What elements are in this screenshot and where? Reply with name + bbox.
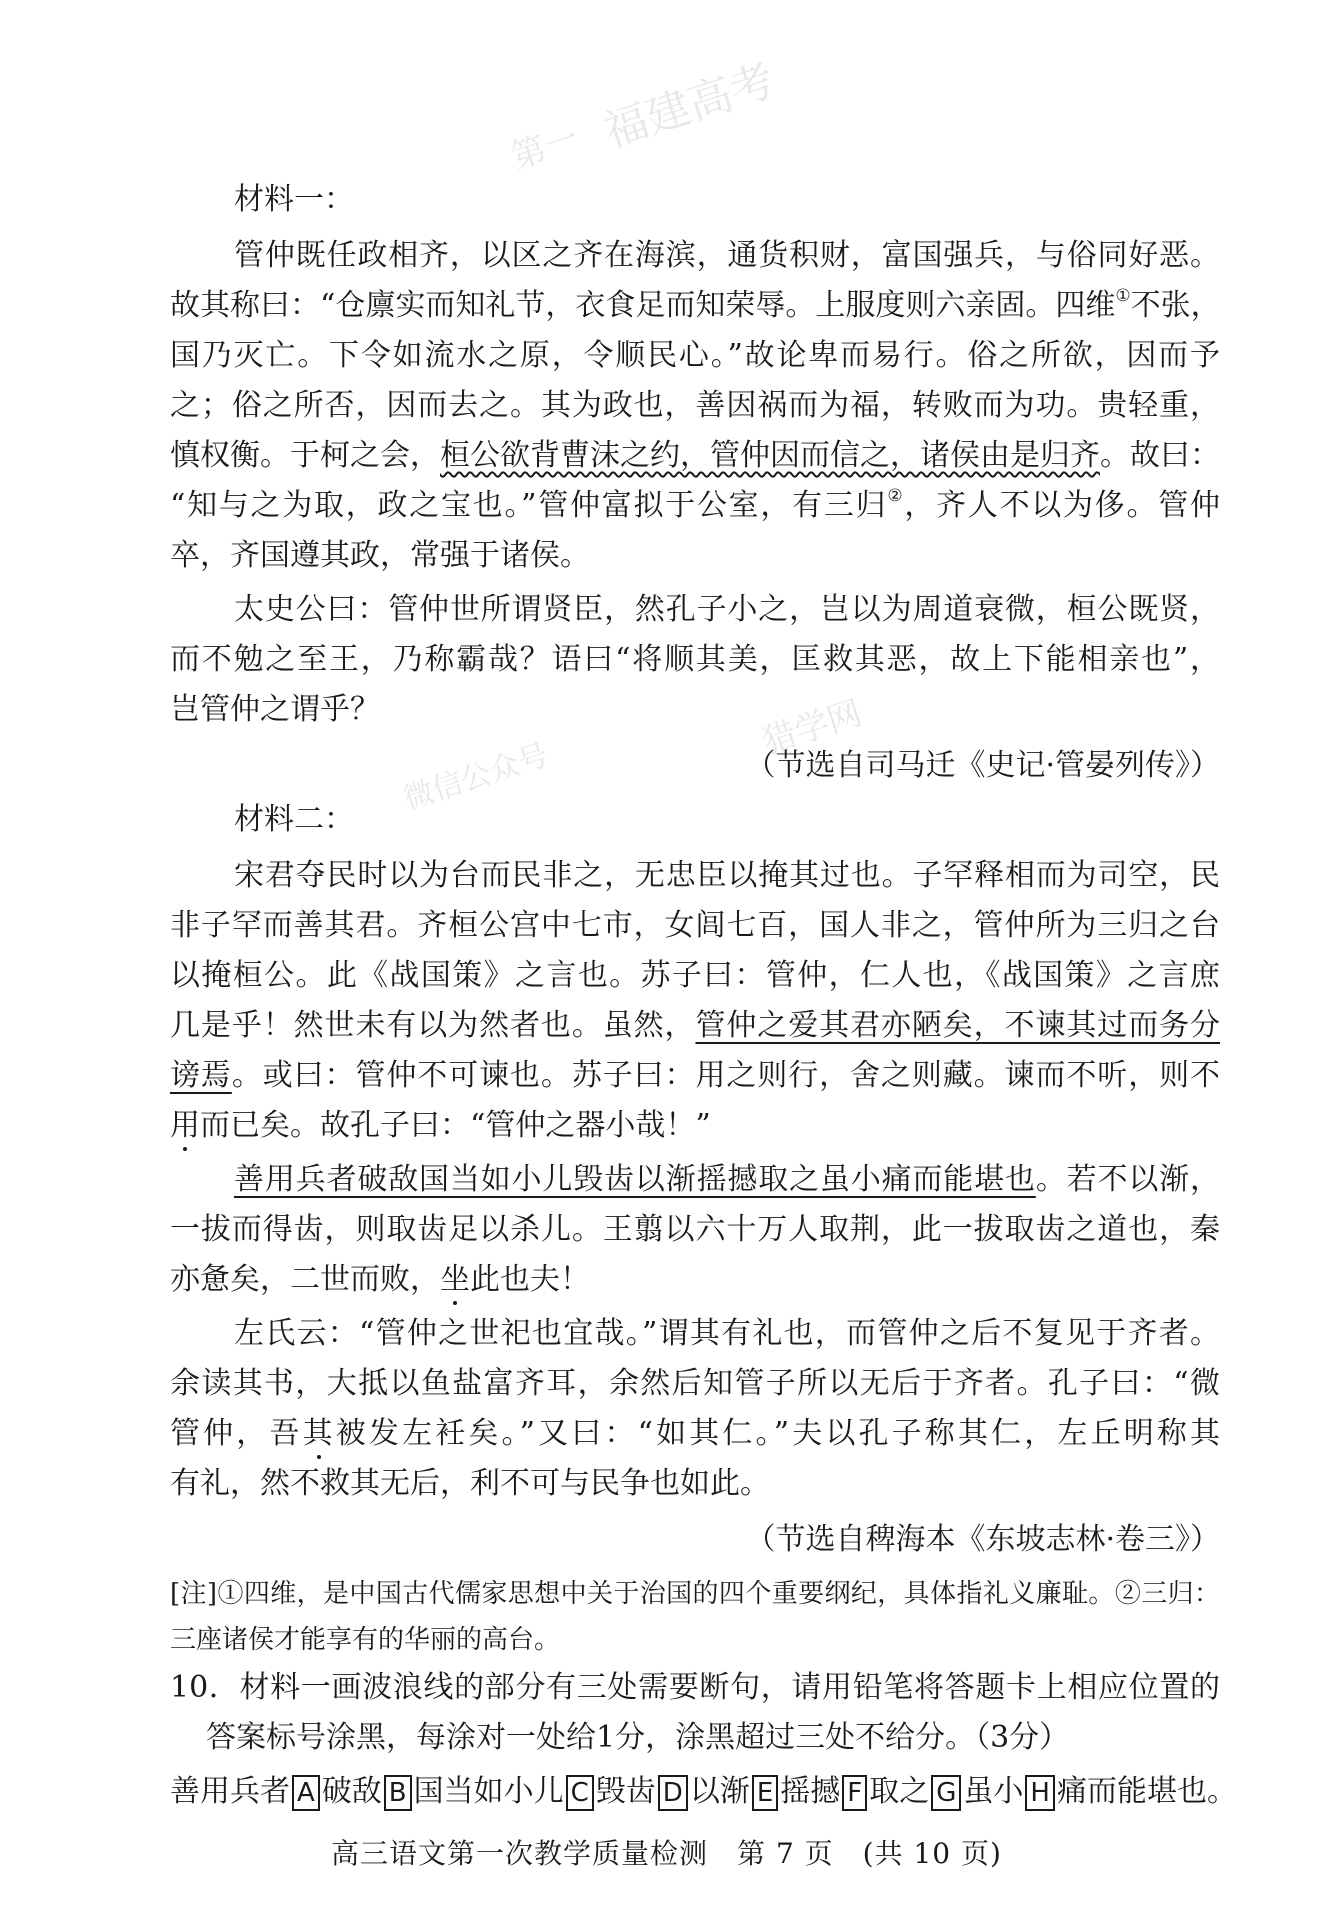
answer-option-box-f[interactable]: F	[842, 1775, 867, 1811]
dotted-char-yong: 用	[170, 1108, 200, 1143]
answer-option-box-c[interactable]: C	[566, 1775, 594, 1811]
page-footer: 高三语文第一次教学质量检测 第 7 页 (共 10 页)	[331, 1837, 1002, 1870]
m2-p2-line-3: 亦惫矣，二世而败，坐此也夫！	[170, 1262, 590, 1297]
m2-source: （节选自稗海本《东坡志林·卷三》）	[745, 1522, 1220, 1557]
question-10-line-1: 10．材料一画波浪线的部分有三处需要断句，请用铅笔将答题卡上相应位置的	[170, 1670, 1220, 1705]
m2-p3-line-3: 管仲，吾其被发左衽矣。”又曰：“如其仁。”夫以孔子称其仁，左丘明称其	[170, 1416, 1221, 1451]
answer-option-box-e[interactable]: E	[752, 1775, 778, 1811]
m2-p3-line-1: 左氏云：“管仲之世祀也宜哉。”谓其有礼也，而管仲之后不复见于齐者。	[234, 1316, 1220, 1351]
underline-sentence-1: 管仲之爱其君亦陋矣，不谏其过而务分	[695, 1008, 1221, 1043]
m1-source: （节选自司马迁《史记·管晏列传》）	[745, 748, 1220, 783]
m1-line-6: “知与之为取，政之宝也。”管仲富拟于公室，有三归②，齐人不以为侈。管仲	[170, 486, 1220, 523]
watermark-mid2: 微信公众号	[399, 737, 553, 818]
dotted-char-qi: 其	[302, 1416, 336, 1451]
m2-line-3: 以掩桓公。此《战国策》之言也。苏子曰：管仲，仁人也，《战国策》之言庶	[170, 958, 1220, 993]
m2-p2-line-2: 一拔而得齿，则取齿足以杀儿。王翦以六十万人取荆，此一拔取齿之道也，秦	[170, 1212, 1220, 1247]
m2-line-1: 宋君夺民时以为台而民非之，无忠臣以掩其过也。子罕释相而为司空，民	[234, 858, 1220, 893]
answer-segment: 善用兵者	[170, 1774, 290, 1809]
footnote-line-2: 三座诸侯才能享有的华丽的高台。	[170, 1625, 561, 1655]
answer-segment: 虽小	[963, 1774, 1024, 1809]
answer-segment: 以渐	[689, 1774, 750, 1809]
answer-segment: 摇撼	[780, 1774, 841, 1809]
material-two-title: 材料二：	[234, 802, 354, 837]
answer-segment: 国当如小儿	[413, 1774, 564, 1809]
answer-segment: 毁齿	[595, 1774, 656, 1809]
m1-line-7: 卒，齐国遵其政，常强于诸侯。	[170, 538, 590, 573]
question-10-line-2: 答案标号涂黑，每涂对一处给1分，涂黑超过三处不给分。（3分）	[206, 1720, 1070, 1755]
m1-line-4: 之；俗之所否，因而去之。其为政也，善因祸而为福，转败而为功。贵轻重，	[170, 388, 1220, 423]
answer-option-box-g[interactable]: G	[931, 1775, 961, 1811]
footnote-mark-2: ②	[887, 486, 905, 506]
m2-line-2: 非子罕而善其君。齐桓公宫中七市，女闾七百，国人非之，管仲所为三归之台	[170, 908, 1220, 943]
answer-segment: 破敌	[321, 1774, 382, 1809]
m2-p2-line-1: 善用兵者破敌国当如小儿毁齿以渐摇撼取之虽小痛而能堪也。若不以渐，	[234, 1162, 1221, 1197]
m2-line-4: 几是乎！然世未有以为然者也。虽然，管仲之爱其君亦陋矣，不谏其过而务分	[170, 1008, 1221, 1043]
m1-line-5: 慎权衡。于柯之会，桓公欲背曹沫之约，管仲因而信之，诸侯由是归齐。故曰：	[170, 438, 1220, 473]
m1-p2-line-2: 而不勉之至王，乃称霸哉？语曰“将顺其美，匡救其恶，故上下能相亲也”，	[170, 642, 1220, 677]
question-10-answer-line	[170, 1772, 1237, 1812]
watermark-mid: 第一	[506, 118, 584, 178]
material-one-title: 材料一：	[234, 182, 354, 217]
answer-option-box-a[interactable]: A	[292, 1775, 320, 1811]
footnote-line-1: [注]①四维，是中国古代儒家思想中关于治国的四个重要纲纪，具体指礼义廉耻。②三归：	[170, 1579, 1220, 1609]
footnote-mark-1: ①	[1115, 286, 1131, 306]
watermark-bottom: 猎学网	[757, 693, 867, 763]
dotted-char-zuo: 坐	[440, 1262, 470, 1297]
m1-p2-line-3: 岂管仲之谓乎？	[170, 692, 380, 727]
underline-sentence-2: 善用兵者破敌国当如小儿毁齿以渐摇撼取之虽小痛而能堪也	[234, 1162, 1036, 1197]
underline-sentence-1-end: 谤焉	[170, 1058, 232, 1093]
watermark-top: 福建高考	[597, 54, 781, 158]
answer-segment: 取之	[869, 1774, 930, 1809]
m2-line-6: 用而已矣。故孔子曰：“管仲之器小哉！”	[170, 1108, 711, 1143]
m2-line-5: 谤焉。或曰：管仲不可谏也。苏子曰：用之则行，舍之则藏。谏而不听，则不	[170, 1058, 1221, 1093]
m1-p2-line-1: 太史公曰：管仲世所谓贤臣，然孔子小之，岂以为周道衰微，桓公既贤，	[234, 592, 1220, 627]
m2-p3-line-4: 有礼，然不救其无后，利不可与民争也如此。	[170, 1466, 770, 1501]
m1-line-2: 故其称曰：“仓廪实而知礼节，衣食足而知荣辱。上服度则六亲固。四维①不张，	[170, 286, 1221, 323]
answer-segment: 痛而能堪也。	[1056, 1774, 1237, 1809]
wavy-underline-sentence: 桓公欲背曹沫之约，管仲因而信之，诸侯由是归齐	[440, 438, 1100, 473]
m2-p3-line-2: 余读其书，大抵以鱼盐富齐耳，余然后知管子所以无后于齐者。孔子曰：“微	[170, 1366, 1220, 1401]
m1-line-3: 国乃灭亡。下令如流水之原，令顺民心。”故论卑而易行。俗之所欲，因而予	[170, 338, 1220, 373]
answer-option-box-d[interactable]: D	[658, 1775, 688, 1811]
answer-option-box-b[interactable]: B	[384, 1775, 412, 1811]
answer-option-box-h[interactable]: H	[1025, 1775, 1055, 1811]
m1-line-1: 管仲既任政相齐，以区之齐在海滨，通货积财，富国强兵，与俗同好恶。	[234, 238, 1220, 273]
